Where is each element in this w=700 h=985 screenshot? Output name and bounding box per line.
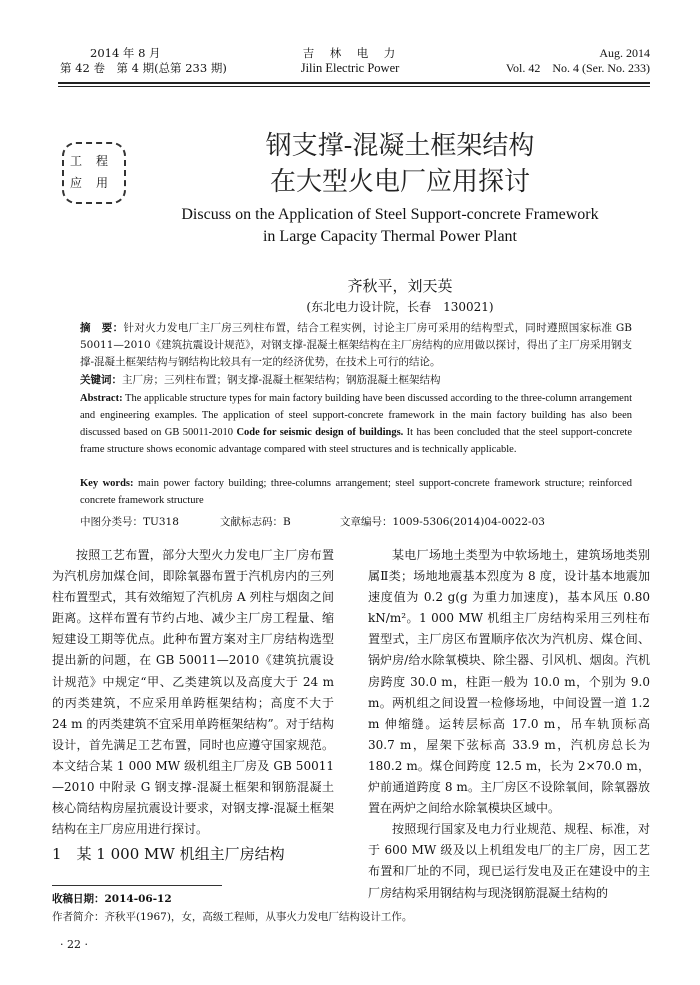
site-paragraph: 某电厂场地土类型为中软场地土，建筑场地类别属Ⅱ类；场地地震基本烈度为 8 度，设计基本地震加速度值为 0.2 g(g 为重力加速度)，基本风压 0.80 kN/m²。1 000 MW 机组主厂房结构采用三列柱布置型式，主厂房区布置顺序依次为汽机房、煤仓间、锅炉房/给水除氧模块、除尘器、引风机、烟囱。汽机房跨度 30.0 m，柱距一般为 10.0 m，个别为 9.0 m。两机组之间设置一检修场地，中间设置一道 1.2 m 伸缩缝。运转层标高 17.0 m，吊车轨顶标高 30.7 m，屋架下弦标高 33.9 m，汽机房总长为 180.2 m。煤仓间跨度 12.5 m，长为 2×70.0 m，炉前通道跨度 8 m。主厂房区不设除氧间，除氧器放置在两炉之间给水除氧模块区域中。 <box>368 548 650 816</box>
title-en-line2: in Large Capacity Thermal Power Plant <box>262 228 517 245</box>
code-paragraph: 按照现行国家及电力行业规范、规程、标准，对于 600 MW 级及以上机组发电厂的主厂房，因工艺布置和厂址的不同，现已运行发电及正在建设中的主厂房结构采用钢结构与现浇钢筋混凝土结构的 <box>368 822 650 900</box>
section-badge <box>62 142 126 204</box>
badge-line1: 工程 <box>70 154 123 168</box>
received-date-text: 收稿日期：2014-06-12 <box>52 893 172 905</box>
journal-date-issue-en <box>420 46 650 76</box>
abstract-en <box>80 390 632 458</box>
authors: 齐秋平，刘天英 <box>347 277 453 295</box>
title-cn-line1: 钢支撑-混凝土框架结构 <box>265 131 535 161</box>
body-left-column <box>52 545 334 840</box>
clc-number: 中图分类号：TU318 <box>80 516 179 528</box>
keywords-en-label: Key words: <box>80 478 134 489</box>
title-cn-line2: 在大型火电厂应用探讨 <box>269 167 530 197</box>
intro-paragraph: 按照工艺布置，部分大型火力发电厂主厂房布置为汽机房加煤仓间，即除氧器布置于汽机房内的三列柱布置型式，其有效缩短了汽机房 A 列柱与烟囱之间距离。这样布置有节约占地、减少主厂房工程量、缩短建设工期等优点。此种布置方案对主厂房结构选型提出新的问题，在 GB 50011—2010《建筑抗震设计规范》中规定“甲、乙类建筑以及高度大于 24 m 的丙类建筑，不应采用单跨框架结构；高度不大于 24 m 的丙类建筑不宜采用单跨框架结构”。对于结构设计，首先满足工艺布置，同时也应遵守国家规范。本文结合某 1 000 MW 级机组主厂房及 GB 50011—2010 中附录 G 钢支撑-混凝土框架和钢筋混凝土核心筒结构房屋抗震设计要求，对钢支撑-混凝土框架结构在主厂房应用进行探讨。 <box>52 548 334 837</box>
abstract-cn-label: 摘 要： <box>80 322 124 334</box>
issue-date-en: Aug. 2014 <box>599 46 650 60</box>
author-bio <box>52 909 652 926</box>
article-number: 文章编号：1009-5306(2014)04-0022-03 <box>340 516 545 528</box>
abstract-cn-text: 针对火力发电厂主厂房三列柱布置，结合工程实例，讨论主厂房可采用的结构型式，同时遵照国家标准 GB 50011—2010《建筑抗震设计规范》，对钢支撑-混凝土框架结构在主厂房结构的应用做以探讨，得出了主厂房采用钢支撑-混凝土框架结构与钢结构比较具有一定的经济优势，在技术上可行的结论。 <box>80 322 632 368</box>
abstract-en-bold: Code for seismic design of buildings. <box>236 427 404 438</box>
page-number: · 22 · <box>60 938 88 951</box>
journal-date-issue <box>60 46 260 76</box>
abstract-en-text2: It has been concluded that the steel support-concrete frame structure shows economic advantage compared with steel structures and is technically applicable. <box>80 427 632 455</box>
received-date <box>52 891 652 908</box>
section-heading-1: 1 某 1 000 MW 机组主厂房结构 <box>52 845 285 863</box>
volume-issue: 第 42 卷 第 4 期(总第 233 期) <box>60 61 227 75</box>
keywords-en <box>80 475 632 509</box>
abstract-cn <box>80 320 632 371</box>
affiliation: (东北电力设计院，长春 130021) <box>306 300 494 314</box>
header-rule-thin <box>58 86 650 87</box>
keywords-cn-label: 关键词： <box>80 374 122 386</box>
keywords-en-text: main power factory building; three-columns arrangement; steel support-concrete framework structure; reinforced concrete framework structure <box>80 478 633 506</box>
abstract-en-label: Abstract: <box>80 393 123 404</box>
volume-issue-en: Vol. 42 No. 4 (Ser. No. 233) <box>505 61 650 75</box>
journal-name-cn: 吉 林 电 力 <box>302 46 398 60</box>
journal-name-en: Jilin Electric Power <box>300 61 400 75</box>
title-en-line1: Discuss on the Application of Steel Support-concrete Framework <box>181 206 599 223</box>
journal-name <box>260 46 440 76</box>
author-bio-text: 作者简介：齐秋平(1967)，女，高级工程师，从事火力发电厂结构设计工作。 <box>52 911 413 923</box>
header-rule-thick <box>58 82 650 84</box>
keywords-cn-text: 主厂房；三列柱布置；钢支撑-混凝土框架结构；钢筋混凝土框架结构 <box>122 374 441 386</box>
abstract-en-text: The applicable structure types for main factory building have been discussed according to the three-column arrangement and engineering examples. The application of steel support-concrete framework in the main factory building has also been discussed based on GB 50011-2010 <box>80 393 632 438</box>
footnote-rule <box>52 885 222 886</box>
issue-date: 2014 年 8 月 <box>90 46 161 60</box>
badge-line2: 应用 <box>70 176 123 190</box>
keywords-cn <box>80 372 632 389</box>
document-code: 文献标志码：B <box>220 516 291 528</box>
body-right-column <box>368 545 650 904</box>
